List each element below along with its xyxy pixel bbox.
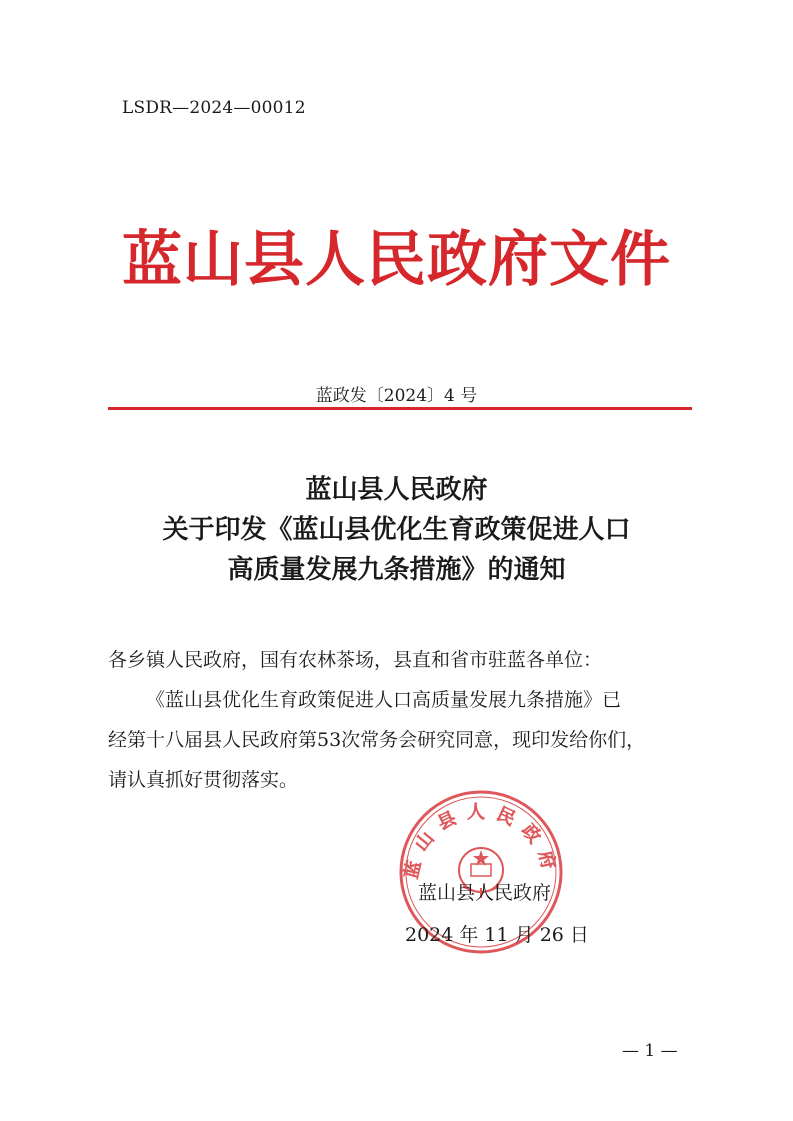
red-divider-line <box>108 407 692 410</box>
signature-organization: 蓝山县人民政府 <box>418 882 552 904</box>
body-paragraph-line-3: 请认真抓好贯彻落实。 <box>108 769 299 791</box>
body-paragraph-line-2: 经第十八届县人民政府第53次常务会研究同意，现印发给你们， <box>108 729 646 751</box>
body-paragraph-line-1: 《蓝山县优化生育政策促进人口高质量发展九条措施》已 <box>146 689 622 711</box>
title-line-3: 高质量发展九条措施》的通知 <box>227 555 566 585</box>
issuer-title: 蓝山县人民政府文件 <box>122 225 671 295</box>
title-line-2: 关于印发《蓝山县优化生育政策促进人口 <box>162 515 631 545</box>
document-number: 蓝政发〔2024〕4 号 <box>315 386 478 406</box>
notice-body <box>108 640 696 800</box>
page-number: — 1 — <box>622 1041 678 1061</box>
addressee-line: 各乡镇人民政府，国有农林茶场，县直和省市驻蓝各单位： <box>108 649 603 671</box>
notice-title <box>0 470 793 590</box>
issue-date: 2024 年 11 月 26 日 <box>405 924 589 946</box>
document-code: LSDR—2024—00012 <box>122 98 306 118</box>
seal-text: 蓝山县人民政府 <box>400 801 562 881</box>
title-line-1: 蓝山县人民政府 <box>305 475 488 505</box>
